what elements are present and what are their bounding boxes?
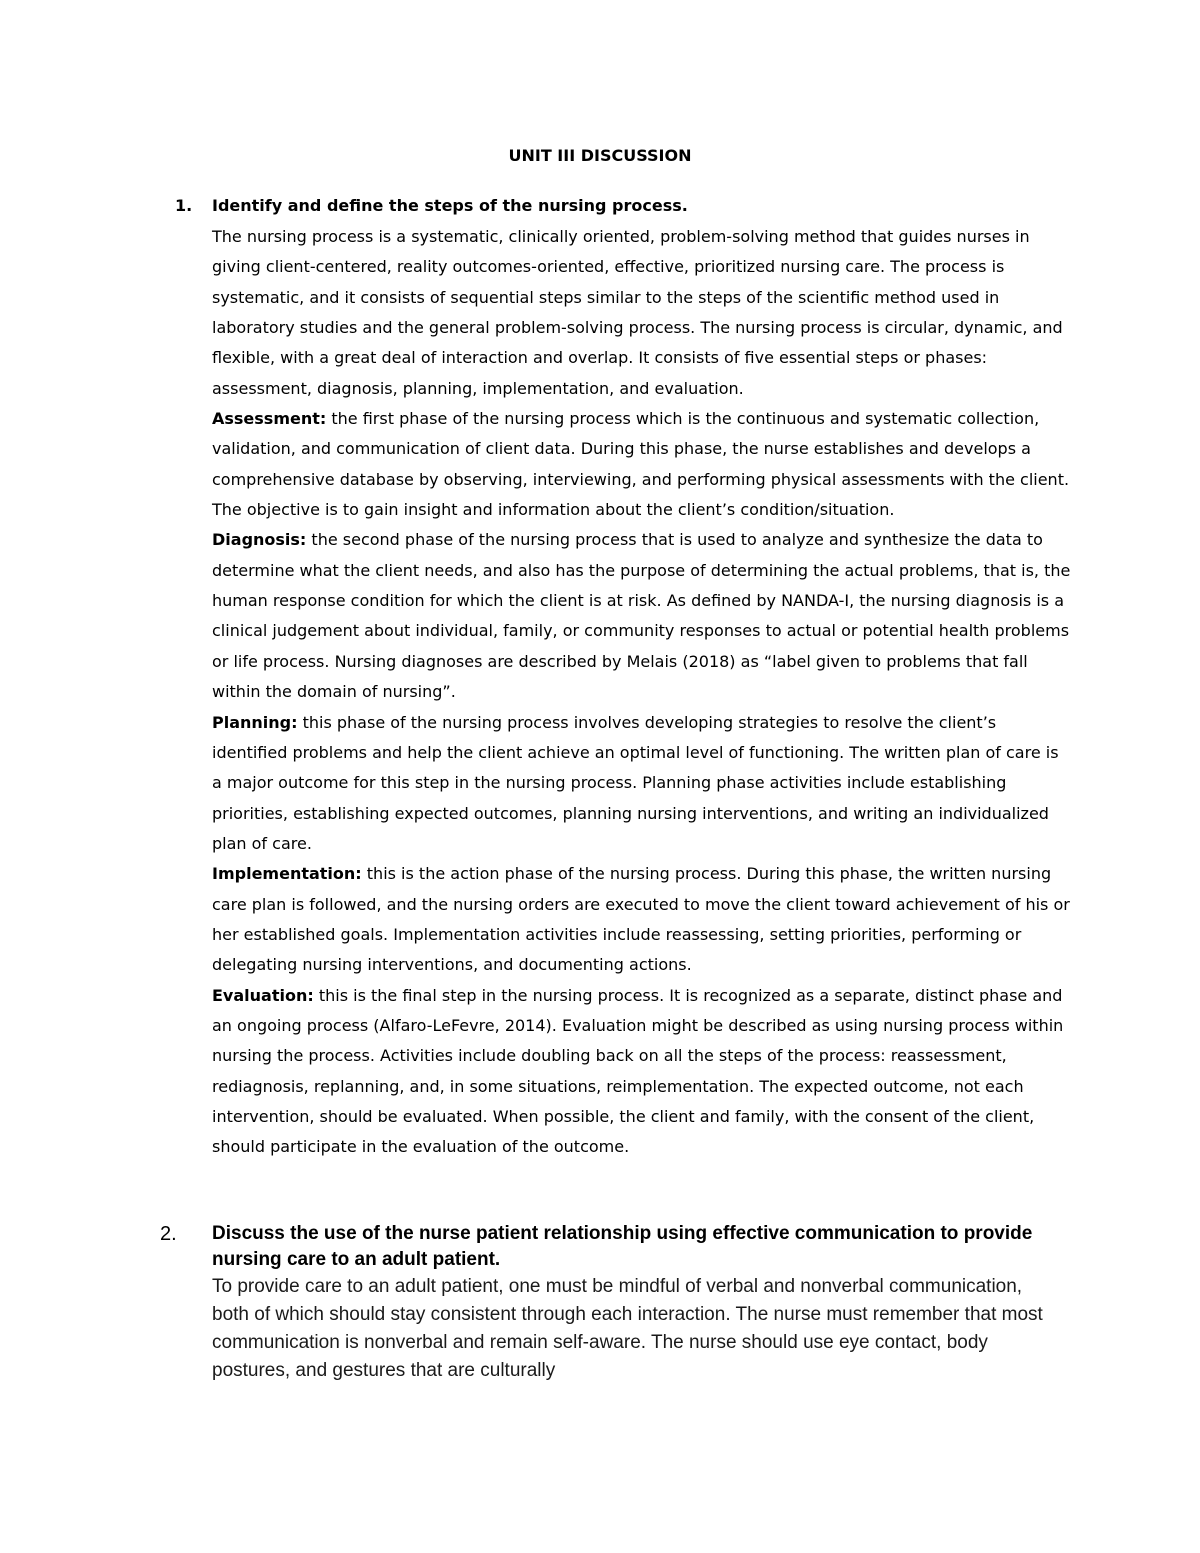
step-text: this is the final step in the nursing process. It is recognized as a separate, distinct phase and an ongoing process (Alfaro-LeFevre, 2014). Evaluation might be described as using nursing process within nursing the process. Activities include doubling back on all the steps of the process: reassessment, rediagnosis, replanning, and, in some situations, reimplementation. The expected outcome, not each intervention, should be evaluated. When possible, the client and family, with the consent of the client, should participate in the evaluation of the outcome. xyxy=(212,985,1064,1157)
step-text: this phase of the nursing process involves developing strategies to resolve the client’s identified problems and help the client achieve an optimal level of functioning. The written plan of care is a major outcome for this step in the nursing process. Planning phase activities include establishing priorities, establishing expected outcomes, planning nursing interventions, and writing an individualized plan of care. xyxy=(212,712,1059,853)
question-2-heading: Discuss the use of the nurse patient relationship using effective communication to provide nursing care to an adult patient. xyxy=(212,1223,1033,1270)
document-title: UNIT III DISCUSSION xyxy=(508,146,692,165)
step-term: Implementation: xyxy=(212,864,362,884)
step-term: Assessment: xyxy=(212,409,327,429)
question-1-section xyxy=(212,195,1072,1163)
question-2-number: 2. xyxy=(160,1223,177,1245)
question-2-body: To provide care to an adult patient, one must be mindful of verbal and nonverbal communication, both of which should stay consistent through each interaction. The nurse must remember that most communication is nonverbal and remain self-aware. The nurse should use eye contact, body postures, and gestures that are culturally xyxy=(212,1276,1043,1381)
step-text: this is the action phase of the nursing process. During this phase, the written nursing care plan is followed, and the nursing orders are executed to move the client toward achievement of his or her established goals. Implementation activities include reassessing, setting priorities, performing or delegating nursing interventions, and documenting actions. xyxy=(212,864,1070,975)
question-1-number: 1. xyxy=(175,196,193,215)
step-term: Diagnosis: xyxy=(212,530,307,550)
step-implementation xyxy=(212,859,1072,980)
step-text: the second phase of the nursing process that is used to analyze and synthesize the data to determine what the client needs, and also has the purpose of determining the actual problems, that is, the human response condition for which the client is at risk. As defined by NANDA-I, the nursing diagnosis is a clinical judgement about individual, family, or community responses to actual or potential health problems or life process. Nursing diagnoses are described by Melais (2018) as “label given to problems that fall within the domain of nursing”. xyxy=(212,530,1071,702)
step-planning xyxy=(212,708,1072,860)
step-evaluation xyxy=(212,981,1072,1163)
step-term: Planning: xyxy=(212,712,298,732)
step-diagnosis xyxy=(212,525,1072,707)
question-1-heading: Identify and define the steps of the nursing process. xyxy=(212,196,688,215)
step-term: Evaluation: xyxy=(212,985,314,1005)
question-1-intro: The nursing process is a systematic, clinically oriented, problem-solving method that guides nurses in giving client-centered, reality outcomes-oriented, effective, prioritized nursing care. The process is systematic, and it consists of sequential steps similar to the steps of the scientific method used in laboratory studies and the general problem-solving process. The nursing process is circular, dynamic, and flexible, with a great deal of interaction and overlap. It consists of five essential steps or phases: assessment, diagnosis, planning, implementation, and evaluation. xyxy=(212,227,1063,398)
question-2-section xyxy=(212,1221,1062,1385)
step-assessment xyxy=(212,404,1072,525)
step-text: the first phase of the nursing process which is the continuous and systematic collection, validation, and communication of client data. During this phase, the nurse establishes and develops a comprehensive database by observing, interviewing, and performing physical assessments with the client. The objective is to gain insight and information about the client’s condition/situation. xyxy=(212,409,1070,520)
